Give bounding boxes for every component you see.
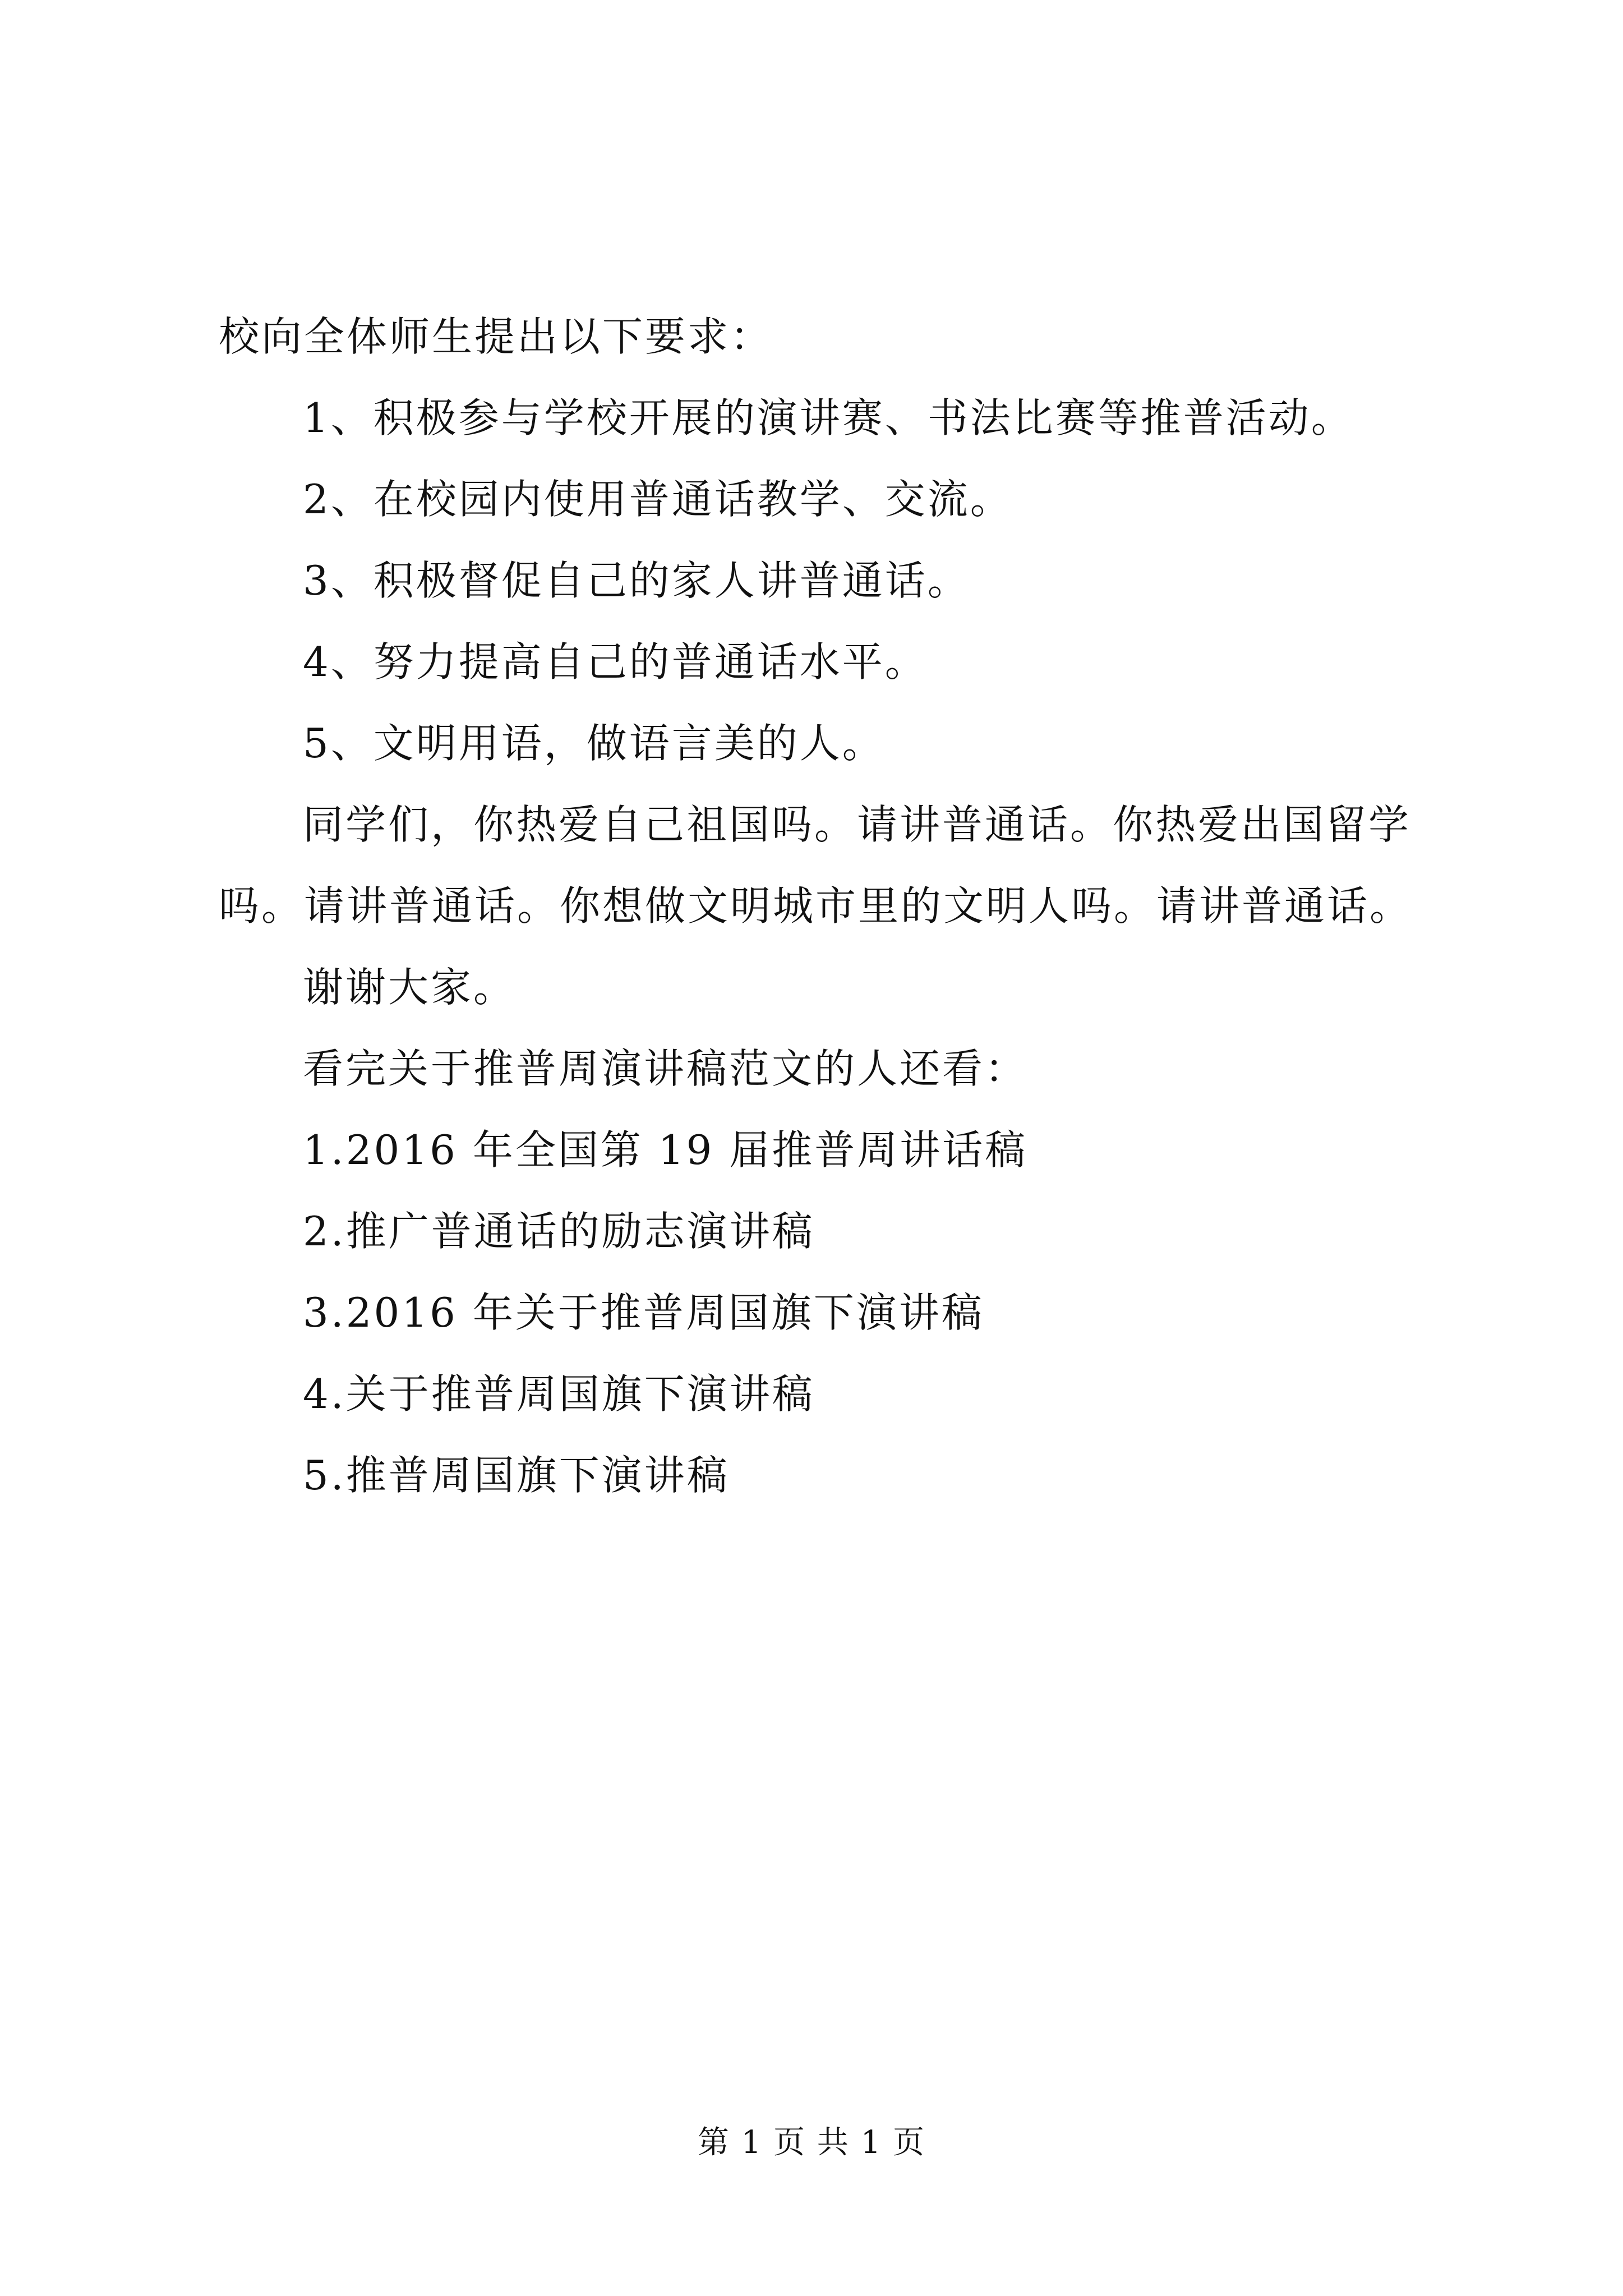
requirement-item: 2、在校园内使用普通话教学、交流。 — [303, 476, 1013, 523]
appeal-paragraph-line-1: 同学们，你热爱自己祖国吗。请讲普通话。你热爱出国留学 — [303, 801, 1412, 848]
appeal-paragraph-line-2: 吗。请讲普通话。你想做文明城市里的文明人吗。请讲普通话。 — [219, 882, 1413, 930]
intro-line: 校向全体师生提出以下要求： — [219, 313, 773, 360]
requirement-item: 1、积极参与学校开展的演讲赛、书法比赛等推普活动。 — [303, 394, 1354, 441]
requirement-item: 3、积极督促自己的家人讲普通话。 — [303, 557, 970, 604]
related-link: 3.2016 年关于推普周国旗下演讲稿 — [303, 1289, 984, 1336]
related-link: 1.2016 年全国第 19 届推普周讲话稿 — [303, 1126, 1028, 1174]
related-link: 4.关于推普周国旗下演讲稿 — [303, 1370, 815, 1418]
related-link: 2.推广普通话的励志演讲稿 — [303, 1208, 815, 1255]
related-link: 5.推普周国旗下演讲稿 — [303, 1452, 730, 1499]
requirement-item: 5、文明用语，做语言美的人。 — [303, 720, 885, 767]
page-footer: 第 1 页 共 1 页 — [697, 2124, 926, 2161]
requirement-item: 4、努力提高自己的普通话水平。 — [303, 638, 928, 685]
thanks-line: 谢谢大家。 — [303, 964, 517, 1011]
related-heading: 看完关于推普周演讲稿范文的人还看： — [303, 1045, 1028, 1092]
